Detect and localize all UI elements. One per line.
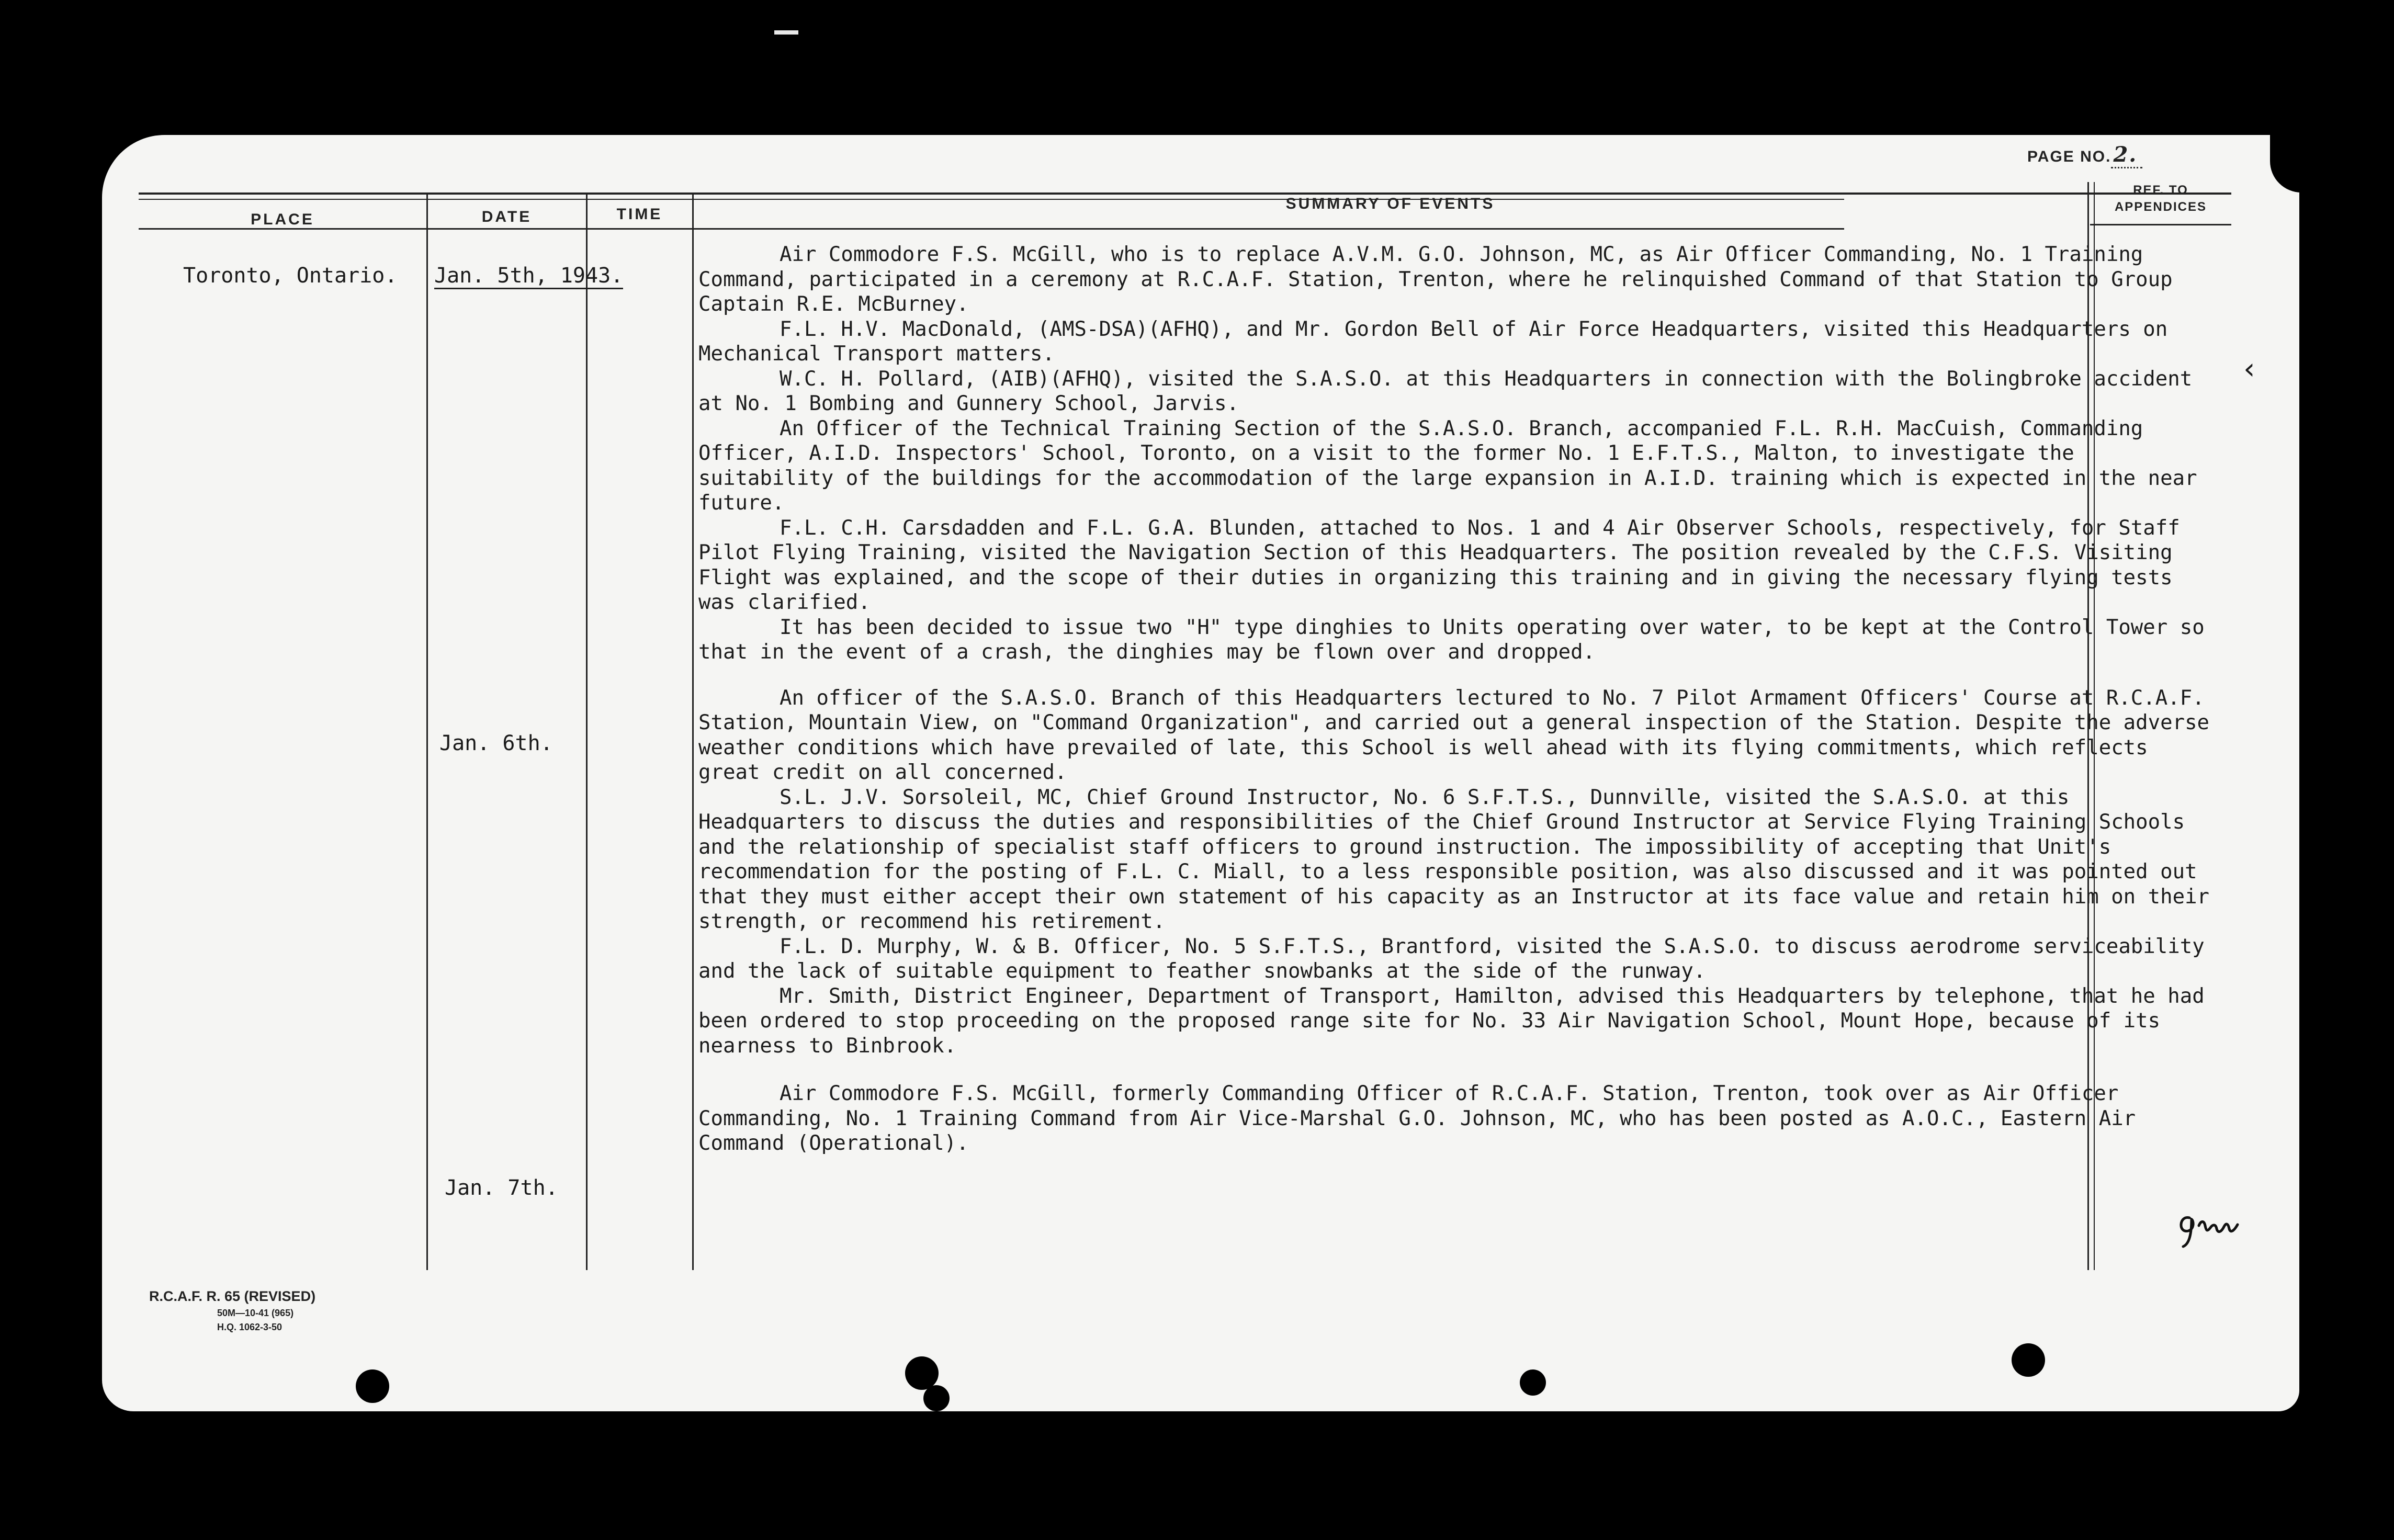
form-hq-code: H.Q. 1062-3-50	[217, 1322, 283, 1332]
summary-of-events	[698, 242, 2216, 1156]
entry-paragraph: S.L. J.V. Sorsoleil, MC, Chief Ground Instructor, No. 6 S.F.T.S., Dunnville, visited the S.A.S.O. at this Headquarters to discuss the duties and responsibilities of the Chief Ground Instructor at Service Flying Training Schools and the relationship of specialist staff officers to ground instruction. The impossibility of accepting that Unit's recommendation for the posting of F.L. C. Miall, to a less responsible position, was also discussed and it was pointed out that they must either accept their own statement of his capacity as an Instructor at its face value and retain him on their strength, or recommend his retirement.	[698, 785, 2210, 933]
header-place: PLACE	[251, 211, 314, 228]
page-number-value: 2.	[2111, 142, 2142, 168]
form-number: R.C.A.F. R. 65 (REVISED)	[149, 1288, 316, 1304]
form-print-code: 50M—10-41 (965)	[217, 1308, 294, 1318]
handwritten-initials	[2174, 1205, 2247, 1259]
punch-hole	[905, 1356, 939, 1390]
initials-signature-icon	[2174, 1205, 2247, 1252]
scan-speck	[774, 30, 798, 35]
col-divider-time	[692, 192, 694, 1270]
header-time: TIME	[616, 206, 663, 223]
form-footer	[149, 1288, 315, 1333]
top-rule	[139, 192, 2231, 195]
punch-hole	[2012, 1343, 2045, 1377]
punch-hole	[356, 1369, 389, 1403]
page-number	[2027, 142, 2142, 167]
sheet-notch	[2270, 135, 2301, 192]
punch-hole	[1520, 1369, 1546, 1396]
header-ref-line2: APPENDICES	[2114, 200, 2207, 214]
margin-mark: ‹	[2241, 352, 2259, 386]
header-ref-line1: REF. TO	[2133, 183, 2188, 197]
punch-hole	[923, 1385, 950, 1411]
ref-header-rule	[2090, 224, 2231, 225]
entry-paragraph: Air Commodore F.S. McGill, formerly Commanding Officer of R.C.A.F. Station, Trenton, took over as Air Officer Commanding, No. 1 Training Command from Air Vice-Marshal G.O. Johnson, MC, who has been posted as A.O.C., Eastern Air Command (Operational).	[698, 1082, 2136, 1155]
date-jan-7: Jan. 7th.	[445, 1176, 558, 1200]
entry-paragraph: Air Commodore F.S. McGill, who is to replace A.V.M. G.O. Johnson, MC, as Air Officer Commanding, No. 1 Training Command, participated in a ceremony at R.C.A.F. Station, Trenton, where he relinquished Command of that Station to Group Captain R.E. McBurney.	[698, 243, 2173, 316]
place-cell: Toronto, Ontario.	[183, 264, 398, 288]
col-divider-place	[426, 192, 428, 1270]
entry-paragraph: Mr. Smith, District Engineer, Department of Transport, Hamilton, advised this Headquarters by telephone, that he had been ordered to stop proceeding on the proposed range site for No. 33 Air Navigation School, Mount Hope, because of its nearness to Binbrook.	[698, 984, 2205, 1058]
entry-paragraph: An Officer of the Technical Training Section of the S.A.S.O. Branch, accompanied F.L. R.H. MacCuish, Commanding Officer, A.I.D. Inspectors' School, Toronto, on a visit to the former No. 1 E.F.T.S., Malton, to investigate the suitability of the buildings for the accommodation of the large expansion in A.I.D. training which is expected in the near future.	[698, 416, 2197, 515]
entry-paragraph: W.C. H. Pollard, (AIB)(AFHQ), visited the S.A.S.O. at this Headquarters in connection with the Bolingbroke accident at No. 1 Bombing and Gunnery School, Jarvis.	[698, 367, 2193, 415]
entry-paragraph: It has been decided to issue two "H" type dinghies to Units operating over water, to be kept at the Control Tower so that in the event of a crash, the dinghies may be flown over and dropped.	[698, 615, 2205, 664]
entry-paragraph: F.L. H.V. MacDonald, (AMS-DSA)(AFHQ), and Mr. Gordon Bell of Air Force Headquarters, visited this Headquarters on Mechanical Transport matters.	[698, 317, 2168, 366]
header-date: DATE	[481, 208, 532, 225]
diary-form-sheet	[102, 135, 2299, 1411]
entry-paragraph: An officer of the S.A.S.O. Branch of this Headquarters lectured to No. 7 Pilot Armament Officers' Course at R.C.A.F. Station, Mountain View, on "Command Organization", and carried out a general inspection of the Station. Despite the adverse weather conditions which have prevailed of late, this School is well ahead with its flying commitments, which reflects great credit on all concerned.	[698, 686, 2210, 784]
entry-paragraph: F.L. D. Murphy, W. & B. Officer, No. 5 S.F.T.S., Brantford, visited the S.A.S.O. to discuss aerodrome serviceability and the lack of suitable equipment to feather snowbanks at the side of the runway.	[698, 934, 2205, 983]
page-number-label: PAGE NO.	[2027, 148, 2111, 165]
date-jan-6: Jan. 6th.	[439, 731, 553, 755]
col-divider-date	[586, 192, 588, 1270]
header-summary: SUMMARY OF EVENTS	[1285, 195, 1495, 212]
entry-paragraph: F.L. C.H. Carsdadden and F.L. G.A. Blunden, attached to Nos. 1 and 4 Air Observer Schools, respectively, for Staff Pilot Flying Training, visited the Navigation Section of this Headquarters. The position revealed by the C.F.S. Visiting Flight was explained, and the scope of their duties in organizing this training and in giving the necessary flying tests was clarified.	[698, 516, 2180, 614]
date-jan-5: Jan. 5th, 1943.	[434, 264, 623, 289]
